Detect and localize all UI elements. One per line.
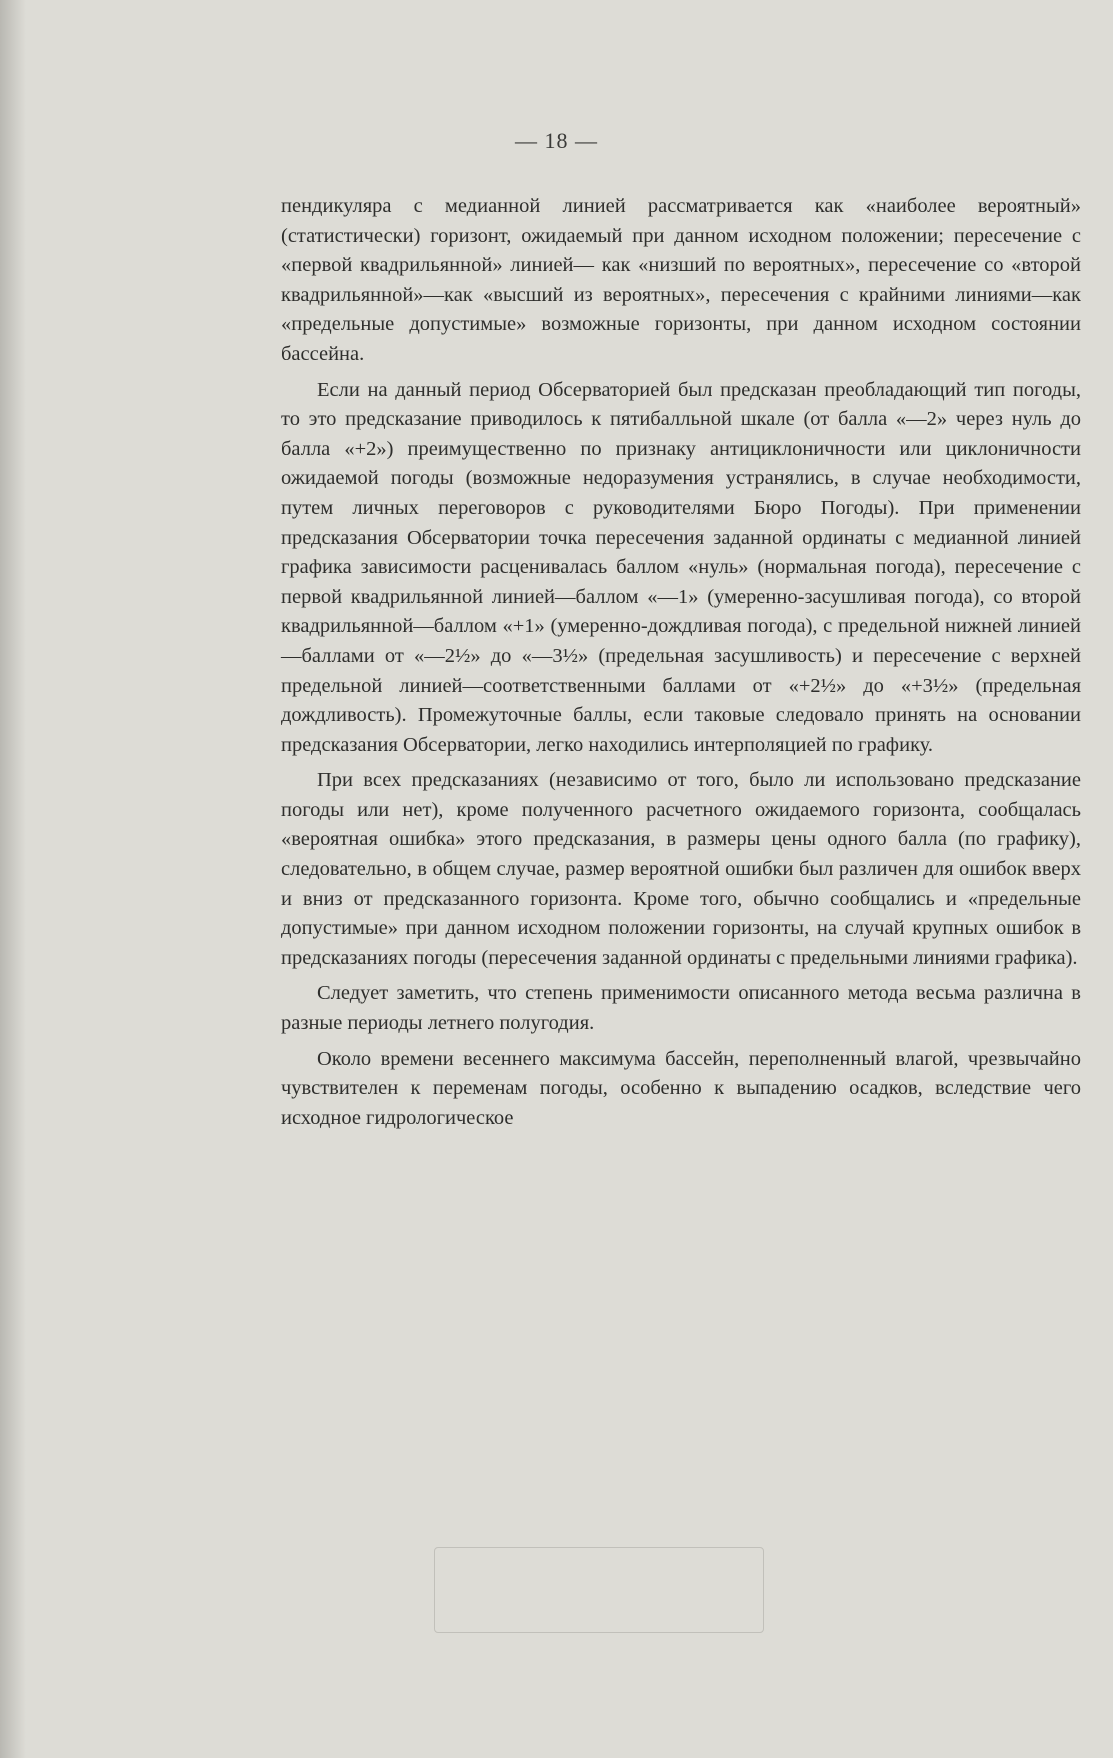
page-edge-shadow (0, 0, 26, 1758)
library-stamp-bleedthrough (434, 1547, 764, 1633)
body-text (281, 192, 1081, 1139)
page-number: — 18 — (515, 128, 598, 153)
paragraph-3: При всех предсказаниях (независимо от того, было ли использовано предсказание погоды или нет), кроме полученного расчетного ожидаемого горизонта, сообщалась «вероятная ошибка» этого предсказания, в размеры цены одного балла (по графику), следовательно, в общем случае, размер вероятной ошибки был различен для ошибок вверх и вниз от предсказанного горизонта. Кроме того, обычно сообщались и «предельные допустимые» при данном исходном положении горизонты, на случай крупных ошибок в предсказаниях погоды (пересечения заданной ординаты с предельными линиями графика). (281, 769, 1081, 969)
paragraph-5: Около времени весеннего максимума бассейн, переполненный влагой, чрезвычайно чувствителен к переменам погоды, особенно к выпадению осадков, вследствие чего исходное гидрологическое (281, 1047, 1081, 1129)
paragraph-1: пендикуляра с медианной линией рассматривается как «наиболее вероятный» (статистически) горизонт, ожидаемый при данном исходном положении; пересечение с «первой квадрильянной» линией— как «низший по вероятных», пересечение со «второй квадрильянной»—как «высший из вероятных», пересечения с крайними линиями—как «предельные допустимые» возможные горизонты, при данном исходном состоянии бассейна. (281, 195, 1081, 365)
paragraph-4: Следует заметить, что степень применимости описанного метода весьма различна в разные периоды летнего полугодия. (281, 982, 1081, 1035)
paragraph-2: Если на данный период Обсерваторией был предсказан преобладающий тип погоды, то это предсказание приводилось к пятибалльной шкале (от балла «—2» через нуль до балла «+2») преимущественно по признаку антициклоничности или циклоничности ожидаемой погоды (возможные недоразумения устранялись, в случае необходимости, путем личных переговоров с руководителями Бюро Погоды). При применении предсказания Обсерватории точка пересечения заданной ординаты с медианной линией графика зависимости расценивалась баллом «нуль» (нормальная погода), пересечение с первой квадрильянной линией—баллом «—1» (умеренно-засушливая погода), со второй квадрильянной—баллом «+1» (умеренно-дождливая погода), с предельной нижней линией—баллами от «—2½» до «—3½» (предельная засушливость) и пересечение с верхней предельной линией—соответственными баллами от «+2½» до «+3½» (предельная дождливость). Промежуточные баллы, если таковые следовало принять на основании предсказания Обсерватории, легко находились интерполяцией по графику. (281, 378, 1081, 756)
